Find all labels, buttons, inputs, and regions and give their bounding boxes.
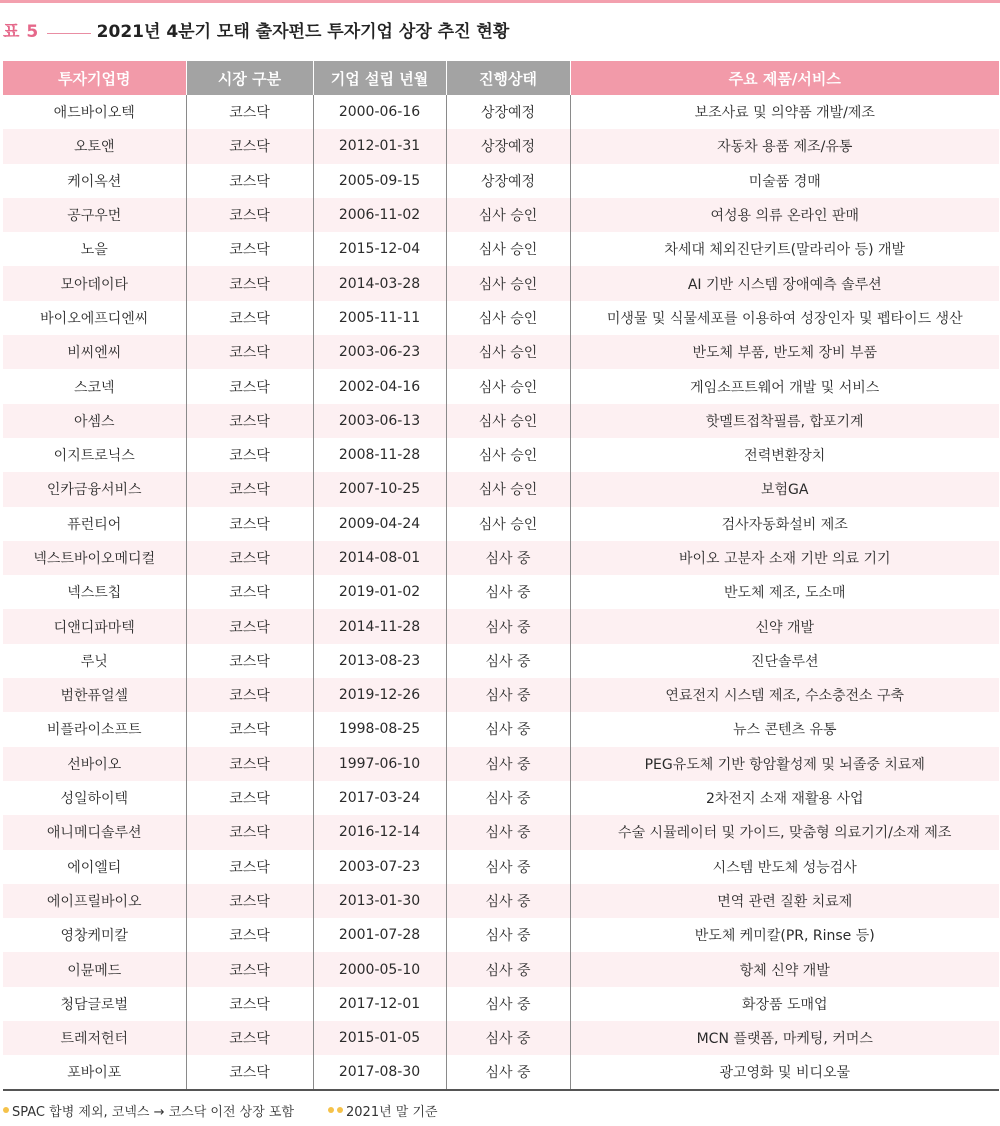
cell-company: 포바이포 — [3, 1055, 186, 1089]
table-row — [3, 266, 999, 300]
cell-founded: 2001-07-28 — [313, 918, 446, 952]
table-row — [3, 987, 999, 1021]
table-row — [3, 164, 999, 198]
cell-company: 비플라이소프트 — [46, 722, 142, 739]
cell-founded: 2014-11-28 — [313, 609, 446, 643]
cell-products: 자동차 용품 제조/유통 — [570, 129, 999, 163]
cell-status: 상장예정 — [446, 129, 570, 163]
cell-market: 코스닥 — [186, 129, 313, 163]
header-company: 투자기업명 — [3, 61, 186, 95]
cell-market: 코스닥 — [186, 301, 313, 335]
cell-market: 코스닥 — [186, 369, 313, 403]
cell-products: 수술 시뮬레이터 및 가이드, 맞춤형 의료기기/소재 제조 — [570, 815, 999, 849]
table-caption — [3, 10, 509, 48]
cell-market: 코스닥 — [186, 1021, 313, 1055]
cell-status: 상장예정 — [446, 95, 570, 129]
table-row — [3, 438, 999, 472]
cell-founded: 2005-09-15 — [313, 164, 446, 198]
cell-products: MCN 플랫폼, 마케팅, 커머스 — [570, 1021, 999, 1055]
table-row — [3, 129, 999, 163]
cell-company: 에이프릴바이오 — [3, 884, 186, 918]
cell-products: 시스템 반도체 성능검사 — [570, 850, 999, 884]
table-row — [3, 507, 999, 541]
cell-status: 심사 중 — [446, 747, 570, 781]
cell-founded: 2013-01-30 — [313, 884, 446, 918]
table-row — [3, 712, 999, 746]
footnote-1 — [3, 1101, 294, 1120]
cell-products: 보조사료 및 의약품 개발/제조 — [570, 95, 999, 129]
cell-market: 코스닥 — [186, 850, 313, 884]
cell-market: 코스닥 — [186, 781, 313, 815]
cell-status: 심사 중 — [446, 781, 570, 815]
cell-company: 디앤디파마텍 — [3, 609, 186, 643]
cell-market: 코스닥 — [186, 918, 313, 952]
cell-products: 반도체 부품, 반도체 장비 부품 — [570, 335, 999, 369]
cell-market: 코스닥 — [186, 541, 313, 575]
cell-status: 심사 중 — [446, 678, 570, 712]
cell-company: 오토앤 — [3, 129, 186, 163]
footnote-2 — [328, 1101, 438, 1120]
cell-founded: 2003-06-13 — [313, 404, 446, 438]
cell-founded: 2019-01-02 — [313, 575, 446, 609]
header-founded: 기업 설립 년월 — [313, 61, 446, 95]
cell-founded: 2017-03-24 — [313, 781, 446, 815]
cell-products: 화장품 도매업 — [570, 987, 999, 1021]
header-status: 진행상태 — [446, 61, 570, 95]
cell-founded: 2007-10-25 — [313, 472, 446, 506]
cell-products: 광고영화 및 비디오물 — [570, 1055, 999, 1089]
cell-founded: 2014-03-28 — [313, 266, 446, 300]
table-row — [3, 781, 999, 815]
cell-company: 범한퓨얼셀 — [3, 678, 186, 712]
cell-founded: 2002-04-16 — [313, 369, 446, 403]
cell-company: 에이엘티 — [67, 859, 122, 876]
title-divider — [47, 33, 91, 34]
cell-market: 코스닥 — [186, 232, 313, 266]
top-rule — [0, 0, 1000, 3]
cell-company: 노을 — [80, 242, 108, 259]
cell-products: 항체 신약 개발 — [570, 952, 999, 986]
cell-market: 코스닥 — [186, 164, 313, 198]
cell-founded: 2015-12-04 — [313, 232, 446, 266]
cell-status: 심사 승인 — [446, 404, 570, 438]
table-row — [3, 232, 999, 266]
cell-market: 코스닥 — [186, 95, 313, 129]
cell-company: 스코넥 — [73, 379, 115, 396]
cell-company: 루닛 — [80, 653, 108, 670]
cell-market: 코스닥 — [186, 198, 313, 232]
cell-products: 게임소프트웨어 개발 및 서비스 — [570, 369, 999, 403]
cell-products: 뉴스 콘텐츠 유통 — [570, 712, 999, 746]
cell-market: 코스닥 — [186, 815, 313, 849]
cell-status: 심사 중 — [446, 952, 570, 986]
cell-status: 심사 승인 — [446, 507, 570, 541]
cell-products: 보험GA — [570, 472, 999, 506]
footnote-text: SPAC 합병 제외, 코넥스 → 코스닥 이전 상장 포함 — [12, 1104, 295, 1120]
cell-products: 신약 개발 — [570, 609, 999, 643]
cell-status: 심사 중 — [446, 541, 570, 575]
table-body — [3, 95, 999, 1090]
cell-status: 심사 중 — [446, 884, 570, 918]
cell-market: 코스닥 — [186, 404, 313, 438]
table-number: 표 5 — [3, 21, 39, 42]
cell-founded: 1998-08-25 — [313, 712, 446, 746]
table-title: 2021년 4분기 모태 출자펀드 투자기업 상장 추진 현황 — [96, 21, 510, 42]
table-row — [3, 541, 999, 575]
table-row — [3, 815, 999, 849]
cell-market: 코스닥 — [186, 712, 313, 746]
cell-market: 코스닥 — [186, 644, 313, 678]
cell-company: 청담글로벌 — [60, 996, 129, 1013]
cell-products: 면역 관련 질환 치료제 — [570, 884, 999, 918]
cell-founded: 2003-06-23 — [313, 335, 446, 369]
cell-status: 심사 중 — [446, 918, 570, 952]
cell-market: 코스닥 — [186, 747, 313, 781]
cell-products: 전력변환장치 — [570, 438, 999, 472]
footnote-text: 2021년 말 기준 — [346, 1104, 438, 1120]
bullet-dot-icon — [328, 1107, 334, 1113]
cell-market: 코스닥 — [186, 507, 313, 541]
cell-market: 코스닥 — [186, 266, 313, 300]
cell-founded: 2009-04-24 — [313, 507, 446, 541]
table-row — [3, 952, 999, 986]
ipo-status-table — [3, 61, 999, 1091]
cell-company: 이지트로닉스 — [53, 448, 135, 465]
cell-products: 반도체 제조, 도소매 — [570, 575, 999, 609]
table-header-row — [3, 61, 999, 95]
cell-products: 미생물 및 식물세포를 이용하여 성장인자 및 펩타이드 생산 — [570, 301, 999, 335]
cell-status: 심사 승인 — [446, 472, 570, 506]
table-row — [3, 609, 999, 643]
cell-company: 아셈스 — [3, 404, 186, 438]
cell-status: 심사 승인 — [446, 266, 570, 300]
cell-products: 미술품 경매 — [570, 164, 999, 198]
cell-founded: 2017-08-30 — [313, 1055, 446, 1089]
cell-company: 인카금융서비스 — [3, 472, 186, 506]
cell-status: 심사 승인 — [446, 438, 570, 472]
cell-company: 모아데이타 — [3, 266, 186, 300]
cell-market: 코스닥 — [186, 609, 313, 643]
cell-market: 코스닥 — [186, 438, 313, 472]
cell-products: 차세대 체외진단키트(말라리아 등) 개발 — [570, 232, 999, 266]
cell-status: 심사 승인 — [446, 301, 570, 335]
table-row — [3, 301, 999, 335]
cell-founded: 2017-12-01 — [313, 987, 446, 1021]
cell-products: 핫멜트접착필름, 합포기계 — [570, 404, 999, 438]
cell-founded: 2012-01-31 — [313, 129, 446, 163]
cell-market: 코스닥 — [186, 1055, 313, 1089]
cell-status: 심사 중 — [446, 712, 570, 746]
cell-status: 심사 승인 — [446, 335, 570, 369]
cell-products: AI 기반 시스템 장애예측 솔루션 — [570, 266, 999, 300]
cell-status: 심사 중 — [446, 575, 570, 609]
cell-founded: 2015-01-05 — [313, 1021, 446, 1055]
cell-company: 넥스트바이오메디컬 — [3, 541, 186, 575]
cell-company: 케이옥션 — [67, 173, 122, 190]
cell-company: 애니메디솔루션 — [3, 815, 186, 849]
table-row — [3, 1021, 999, 1055]
cell-products: 진단솔루션 — [570, 644, 999, 678]
cell-company: 트레저헌터 — [3, 1021, 186, 1055]
cell-market: 코스닥 — [186, 678, 313, 712]
bullet-dot-icon — [337, 1107, 343, 1113]
cell-market: 코스닥 — [186, 575, 313, 609]
table-row — [3, 747, 999, 781]
table-row — [3, 1055, 999, 1089]
cell-status: 심사 중 — [446, 609, 570, 643]
bullet-dot-icon — [3, 1107, 9, 1113]
cell-status: 심사 중 — [446, 815, 570, 849]
cell-products: 2차전지 소재 재활용 사업 — [570, 781, 999, 815]
cell-products: 바이오 고분자 소재 기반 의료 기기 — [570, 541, 999, 575]
cell-founded: 2013-08-23 — [313, 644, 446, 678]
cell-founded: 2000-05-10 — [313, 952, 446, 986]
cell-company: 바이오에프디엔씨 — [40, 310, 149, 327]
cell-products: 반도체 케미칼(PR, Rinse 등) — [570, 918, 999, 952]
table-row — [3, 850, 999, 884]
table-row — [3, 575, 999, 609]
cell-status: 심사 중 — [446, 644, 570, 678]
cell-status: 상장예정 — [446, 164, 570, 198]
cell-status: 심사 승인 — [446, 232, 570, 266]
cell-status: 심사 승인 — [446, 198, 570, 232]
cell-market: 코스닥 — [186, 987, 313, 1021]
header-market: 시장 구분 — [186, 61, 313, 95]
cell-founded: 2006-11-02 — [313, 198, 446, 232]
cell-founded: 2019-12-26 — [313, 678, 446, 712]
cell-status: 심사 중 — [446, 987, 570, 1021]
cell-founded: 2003-07-23 — [313, 850, 446, 884]
cell-status: 심사 중 — [446, 850, 570, 884]
cell-market: 코스닥 — [186, 335, 313, 369]
cell-market: 코스닥 — [186, 884, 313, 918]
table-row — [3, 369, 999, 403]
cell-founded: 2016-12-14 — [313, 815, 446, 849]
cell-company: 영창케미칼 — [60, 928, 129, 945]
cell-founded: 2005-11-11 — [313, 301, 446, 335]
cell-products: PEG유도체 기반 항암활성제 및 뇌졸중 치료제 — [570, 747, 999, 781]
table-row — [3, 884, 999, 918]
cell-market: 코스닥 — [186, 952, 313, 986]
cell-status: 심사 중 — [446, 1055, 570, 1089]
cell-company: 퓨런티어 — [67, 516, 122, 533]
cell-company: 이뮨메드 — [3, 952, 186, 986]
cell-status: 심사 중 — [446, 1021, 570, 1055]
table-row — [3, 678, 999, 712]
cell-products: 연료전지 시스템 제조, 수소충전소 구축 — [570, 678, 999, 712]
header-products: 주요 제품/서비스 — [570, 61, 999, 95]
cell-company: 공구우먼 — [3, 198, 186, 232]
cell-company: 선바이오 — [3, 747, 186, 781]
cell-company: 넥스트칩 — [67, 585, 122, 602]
cell-founded: 2008-11-28 — [313, 438, 446, 472]
table-row — [3, 198, 999, 232]
table-row — [3, 95, 999, 129]
cell-company: 비씨엔씨 — [3, 335, 186, 369]
footnotes — [3, 1099, 472, 1121]
cell-products: 검사자동화설비 제조 — [570, 507, 999, 541]
table-row — [3, 335, 999, 369]
cell-founded: 2014-08-01 — [313, 541, 446, 575]
table-row — [3, 472, 999, 506]
cell-company: 성일하이텍 — [60, 791, 129, 808]
cell-status: 심사 승인 — [446, 369, 570, 403]
table-row — [3, 918, 999, 952]
cell-products: 여성용 의류 온라인 판매 — [570, 198, 999, 232]
cell-founded: 1997-06-10 — [313, 747, 446, 781]
cell-company: 애드바이오텍 — [53, 105, 135, 122]
cell-founded: 2000-06-16 — [313, 95, 446, 129]
cell-market: 코스닥 — [186, 472, 313, 506]
table-row — [3, 404, 999, 438]
table-row — [3, 644, 999, 678]
